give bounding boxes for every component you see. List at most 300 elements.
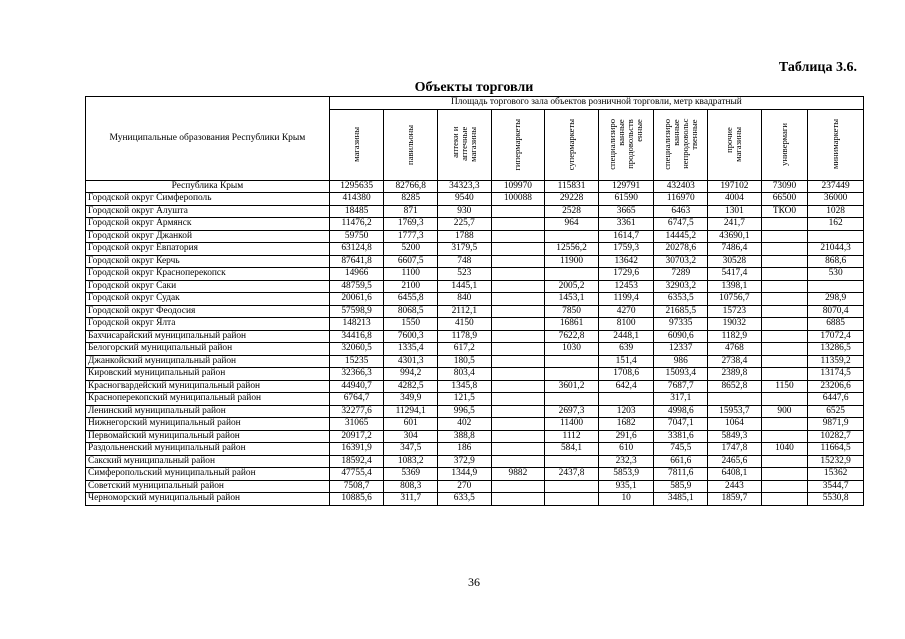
table-cell: 523 xyxy=(438,268,492,281)
table-cell xyxy=(761,455,808,468)
table-cell: 2697,3 xyxy=(545,405,599,418)
table-cell: 8068,5 xyxy=(384,305,438,318)
table-cell: 19032 xyxy=(708,318,762,331)
table-cell: 601 xyxy=(384,418,438,431)
column-header-label: минимаркеты xyxy=(830,119,841,170)
table-cell xyxy=(761,418,808,431)
table-cell xyxy=(491,480,545,493)
table-cell xyxy=(761,480,808,493)
table-cell: 237449 xyxy=(808,180,864,193)
table-cell xyxy=(491,268,545,281)
table-cell: 13286,5 xyxy=(808,343,864,356)
table-cell: 1550 xyxy=(384,318,438,331)
table-cell: 6447,6 xyxy=(808,393,864,406)
table-cell: 1064 xyxy=(708,418,762,431)
table-cell: 3601,2 xyxy=(545,380,599,393)
table-cell: 32277,6 xyxy=(329,405,384,418)
table-cell: 935,1 xyxy=(598,480,654,493)
column-header-label: универмаги xyxy=(778,123,789,166)
table-cell: 1729,6 xyxy=(598,268,654,281)
trade-objects-table xyxy=(85,96,864,506)
table-cell: 1100 xyxy=(384,268,438,281)
table-cell: 15093,4 xyxy=(654,368,708,381)
table-cell xyxy=(761,280,808,293)
table-cell xyxy=(545,480,599,493)
table-cell: 3544,7 xyxy=(808,480,864,493)
table-cell: 7486,4 xyxy=(708,243,762,256)
table-row xyxy=(86,405,864,418)
column-header xyxy=(598,109,654,180)
table-cell: 15362 xyxy=(808,468,864,481)
table-cell xyxy=(545,455,599,468)
table-row xyxy=(86,380,864,393)
table-cell: 6607,5 xyxy=(384,255,438,268)
table-cell: 14445,2 xyxy=(654,230,708,243)
table-row xyxy=(86,305,864,318)
row-name: Белогорский муниципальный район xyxy=(86,343,330,356)
row-name: Кировский муниципальный район xyxy=(86,368,330,381)
table-body xyxy=(86,180,864,505)
table-row xyxy=(86,480,864,493)
table-cell: 87641,8 xyxy=(329,255,384,268)
table-cell: 115831 xyxy=(545,180,599,193)
table-cell xyxy=(761,268,808,281)
table-cell: 7811,6 xyxy=(654,468,708,481)
table-cell: 6463 xyxy=(654,205,708,218)
table-row xyxy=(86,268,864,281)
table-row xyxy=(86,493,864,506)
table-cell: 61590 xyxy=(598,193,654,206)
table-row xyxy=(86,318,864,331)
table-cell: 225,7 xyxy=(438,218,492,231)
table-cell: 840 xyxy=(438,293,492,306)
table-cell: 11900 xyxy=(545,255,599,268)
table-cell: 23206,6 xyxy=(808,380,864,393)
table-cell: 20061,6 xyxy=(329,293,384,306)
header-municipality: Муниципальные образования Республики Крым xyxy=(86,97,330,181)
table-cell: 13642 xyxy=(598,255,654,268)
table-cell xyxy=(761,468,808,481)
table-cell: 298,9 xyxy=(808,293,864,306)
table-cell xyxy=(545,268,599,281)
row-name: Нижнегорский муниципальный район xyxy=(86,418,330,431)
header-row-group xyxy=(86,97,864,110)
table-cell: 1030 xyxy=(545,343,599,356)
table-row xyxy=(86,243,864,256)
column-header-label: супермаркеты xyxy=(566,118,577,171)
table-cell xyxy=(491,230,545,243)
table-cell: 16391,9 xyxy=(329,443,384,456)
table-cell: 21685,5 xyxy=(654,305,708,318)
table-cell: 4768 xyxy=(708,343,762,356)
table-row xyxy=(86,468,864,481)
table-cell: 347,5 xyxy=(384,443,438,456)
table-cell xyxy=(491,455,545,468)
table-cell: 1150 xyxy=(761,380,808,393)
row-name: Первомайский муниципальный район xyxy=(86,430,330,443)
table-cell: 1178,9 xyxy=(438,330,492,343)
row-name: Черноморский муниципальный район xyxy=(86,493,330,506)
table-cell xyxy=(545,393,599,406)
column-header xyxy=(808,109,864,180)
table-cell: 661,6 xyxy=(654,455,708,468)
table-cell: 100088 xyxy=(491,193,545,206)
table-cell: 116970 xyxy=(654,193,708,206)
table-cell xyxy=(761,393,808,406)
table-cell: 1788 xyxy=(438,230,492,243)
table-cell: 48759,5 xyxy=(329,280,384,293)
table-cell: 6455,8 xyxy=(384,293,438,306)
table-cell: 8070,4 xyxy=(808,305,864,318)
table-row xyxy=(86,355,864,368)
table-cell: 9882 xyxy=(491,468,545,481)
table-cell: 317,1 xyxy=(654,393,708,406)
table-cell: 1769,3 xyxy=(384,218,438,231)
row-name: Городской округ Ялта xyxy=(86,318,330,331)
table-cell xyxy=(491,255,545,268)
table-cell: 633,5 xyxy=(438,493,492,506)
table-row xyxy=(86,330,864,343)
table-cell: 2528 xyxy=(545,205,599,218)
table-row xyxy=(86,443,864,456)
table-cell xyxy=(491,305,545,318)
table-cell: 12337 xyxy=(654,343,708,356)
table-row xyxy=(86,205,864,218)
table-cell: 8652,8 xyxy=(708,380,762,393)
table-cell: 1028 xyxy=(808,205,864,218)
table-cell xyxy=(491,318,545,331)
column-header xyxy=(329,109,384,180)
row-name: Симферопольский муниципальный район xyxy=(86,468,330,481)
page-number: 36 xyxy=(468,575,480,589)
table-cell xyxy=(491,205,545,218)
table-cell: 402 xyxy=(438,418,492,431)
table-cell: 930 xyxy=(438,205,492,218)
table-cell: 4998,6 xyxy=(654,405,708,418)
table-cell: 2443 xyxy=(708,480,762,493)
row-name: Городской округ Красноперекопск xyxy=(86,268,330,281)
table-cell: 20917,2 xyxy=(329,430,384,443)
row-name: Ленинский муниципальный район xyxy=(86,405,330,418)
table-cell: 11294,1 xyxy=(384,405,438,418)
table-cell: 32903,2 xyxy=(654,280,708,293)
table-cell: 3179,5 xyxy=(438,243,492,256)
table-cell: 5853,9 xyxy=(598,468,654,481)
table-cell xyxy=(598,393,654,406)
table-cell: 6090,6 xyxy=(654,330,708,343)
column-header-label: специализиро ванные продовольств енные xyxy=(607,119,645,170)
table-cell: 6525 xyxy=(808,405,864,418)
table-cell: 3361 xyxy=(598,218,654,231)
column-header xyxy=(438,109,492,180)
table-cell: 2100 xyxy=(384,280,438,293)
row-name: Городской округ Евпатория xyxy=(86,243,330,256)
column-header xyxy=(654,109,708,180)
table-cell: 1182,9 xyxy=(708,330,762,343)
table-cell: 639 xyxy=(598,343,654,356)
table-cell: 32366,3 xyxy=(329,368,384,381)
table-cell: 11476,2 xyxy=(329,218,384,231)
table-cell: 584,1 xyxy=(545,443,599,456)
table-cell: 414380 xyxy=(329,193,384,206)
table-cell xyxy=(491,280,545,293)
total-row xyxy=(86,180,864,193)
table-cell: 162 xyxy=(808,218,864,231)
table-cell: 6408,1 xyxy=(708,468,762,481)
table-cell: 1335,4 xyxy=(384,343,438,356)
table-cell: 1759,3 xyxy=(598,243,654,256)
table-cell: 2738,4 xyxy=(708,355,762,368)
table-cell: 10885,6 xyxy=(329,493,384,506)
table-cell xyxy=(808,280,864,293)
table-cell: 8100 xyxy=(598,318,654,331)
table-cell: 73090 xyxy=(761,180,808,193)
table-cell: 29228 xyxy=(545,193,599,206)
table-row xyxy=(86,430,864,443)
table-cell: 197102 xyxy=(708,180,762,193)
table-cell: 617,2 xyxy=(438,343,492,356)
table-cell xyxy=(491,218,545,231)
table-cell: 610 xyxy=(598,443,654,456)
table-cell: 151,4 xyxy=(598,355,654,368)
table-cell: 32060,5 xyxy=(329,343,384,356)
table-cell xyxy=(491,493,545,506)
table-cell xyxy=(761,293,808,306)
table-cell: 57598,9 xyxy=(329,305,384,318)
table-cell: 82766,8 xyxy=(384,180,438,193)
row-name: Красногвардейский муниципальный район xyxy=(86,380,330,393)
table-cell: 5369 xyxy=(384,468,438,481)
table-cell: 1203 xyxy=(598,405,654,418)
table-cell: 4004 xyxy=(708,193,762,206)
row-name: Городской округ Симферополь xyxy=(86,193,330,206)
table-title: Объекты торговли xyxy=(414,80,534,95)
table-cell: 1040 xyxy=(761,443,808,456)
table-row xyxy=(86,455,864,468)
table-cell xyxy=(491,418,545,431)
table-cell: 1301 xyxy=(708,205,762,218)
table-cell xyxy=(491,430,545,443)
table-cell: ТКО0 xyxy=(761,205,808,218)
table-cell: 432403 xyxy=(654,180,708,193)
column-header-label: аптеки и аптечные магазины xyxy=(449,127,478,162)
table-cell xyxy=(491,330,545,343)
table-row xyxy=(86,255,864,268)
table-cell: 59750 xyxy=(329,230,384,243)
table-cell xyxy=(545,355,599,368)
row-name: Республика Крым xyxy=(86,180,330,193)
table-cell: 270 xyxy=(438,480,492,493)
table-cell: 44940,7 xyxy=(329,380,384,393)
table-cell: 34416,8 xyxy=(329,330,384,343)
table-cell xyxy=(761,318,808,331)
table-row xyxy=(86,280,864,293)
row-name: Городской округ Алушта xyxy=(86,205,330,218)
table-cell: 15953,7 xyxy=(708,405,762,418)
table-cell: 7508,7 xyxy=(329,480,384,493)
table-cell xyxy=(761,305,808,318)
table-cell: 4282,5 xyxy=(384,380,438,393)
table-cell: 31065 xyxy=(329,418,384,431)
table-cell: 6747,5 xyxy=(654,218,708,231)
table-cell: 311,7 xyxy=(384,493,438,506)
table-cell: 3381,6 xyxy=(654,430,708,443)
table-cell: 9540 xyxy=(438,193,492,206)
table-cell: 12556,2 xyxy=(545,243,599,256)
table-cell: 1398,1 xyxy=(708,280,762,293)
table-cell: 30703,2 xyxy=(654,255,708,268)
table-cell: 21044,3 xyxy=(808,243,864,256)
table-row xyxy=(86,343,864,356)
table-cell xyxy=(761,218,808,231)
table-cell: 43690,1 xyxy=(708,230,762,243)
row-name: Городской округ Керчь xyxy=(86,255,330,268)
column-header-label: магазины xyxy=(351,127,362,162)
table-cell: 5849,3 xyxy=(708,430,762,443)
table-cell xyxy=(761,255,808,268)
table-cell: 1859,7 xyxy=(708,493,762,506)
table-cell: 12453 xyxy=(598,280,654,293)
table-cell: 129791 xyxy=(598,180,654,193)
header-trade-area: Площадь торгового зала объектов розничной торговли, метр квадратный xyxy=(329,97,863,110)
table-cell: 304 xyxy=(384,430,438,443)
table-cell: 30528 xyxy=(708,255,762,268)
table-cell: 3665 xyxy=(598,205,654,218)
column-header xyxy=(491,109,545,180)
table-cell: 2465,6 xyxy=(708,455,762,468)
table-cell: 6764,7 xyxy=(329,393,384,406)
table-cell xyxy=(708,393,762,406)
table-cell: 7289 xyxy=(654,268,708,281)
table-cell: 994,2 xyxy=(384,368,438,381)
table-cell: 349,9 xyxy=(384,393,438,406)
table-cell xyxy=(761,493,808,506)
table-cell: 1199,4 xyxy=(598,293,654,306)
table-cell: 1295635 xyxy=(329,180,384,193)
table-row xyxy=(86,230,864,243)
table-cell xyxy=(491,293,545,306)
table-cell: 871 xyxy=(384,205,438,218)
table-cell: 1083,2 xyxy=(384,455,438,468)
table-cell xyxy=(545,368,599,381)
table-cell: 11359,2 xyxy=(808,355,864,368)
table-cell xyxy=(491,368,545,381)
table-cell: 642,4 xyxy=(598,380,654,393)
row-name: Джанкойский муниципальный район xyxy=(86,355,330,368)
table-label: Таблица 3.6. xyxy=(778,60,857,75)
table-cell: 868,6 xyxy=(808,255,864,268)
table-cell: 17072,4 xyxy=(808,330,864,343)
table-cell xyxy=(491,443,545,456)
table-cell xyxy=(491,380,545,393)
table-cell: 1708,6 xyxy=(598,368,654,381)
column-header-label: специализиро ванные непродовольс твенные xyxy=(661,119,699,170)
table-cell: 7850 xyxy=(545,305,599,318)
table-cell: 5200 xyxy=(384,243,438,256)
table-cell: 15232,9 xyxy=(808,455,864,468)
table-cell xyxy=(491,243,545,256)
table-cell xyxy=(491,355,545,368)
table-cell xyxy=(808,230,864,243)
table-cell xyxy=(761,355,808,368)
table-cell: 148213 xyxy=(329,318,384,331)
table-cell: 186 xyxy=(438,443,492,456)
table-row xyxy=(86,218,864,231)
table-cell xyxy=(545,493,599,506)
table-cell: 11400 xyxy=(545,418,599,431)
table-cell: 63124,8 xyxy=(329,243,384,256)
row-name: Городской округ Армянск xyxy=(86,218,330,231)
table-cell: 1345,8 xyxy=(438,380,492,393)
table-cell xyxy=(491,343,545,356)
column-header-label: павильоны xyxy=(405,124,416,165)
table-row xyxy=(86,368,864,381)
table-cell: 10282,7 xyxy=(808,430,864,443)
row-name: Бахчисарайский муниципальный район xyxy=(86,330,330,343)
table-cell: 10 xyxy=(598,493,654,506)
table-cell: 1453,1 xyxy=(545,293,599,306)
table-cell: 748 xyxy=(438,255,492,268)
table-cell: 986 xyxy=(654,355,708,368)
table-cell: 7687,7 xyxy=(654,380,708,393)
table-cell: 5530,8 xyxy=(808,493,864,506)
table-cell: 2437,8 xyxy=(545,468,599,481)
table-cell: 530 xyxy=(808,268,864,281)
table-cell xyxy=(545,230,599,243)
table-cell: 66500 xyxy=(761,193,808,206)
table-cell: 4150 xyxy=(438,318,492,331)
table-cell: 34323,3 xyxy=(438,180,492,193)
table-cell: 585,9 xyxy=(654,480,708,493)
table-cell: 996,5 xyxy=(438,405,492,418)
table-cell: 2112,1 xyxy=(438,305,492,318)
table-cell: 372,9 xyxy=(438,455,492,468)
column-header xyxy=(761,109,808,180)
table-cell: 1445,1 xyxy=(438,280,492,293)
table-cell: 3485,1 xyxy=(654,493,708,506)
table-cell: 14966 xyxy=(329,268,384,281)
row-name: Городской округ Саки xyxy=(86,280,330,293)
table-cell: 109970 xyxy=(491,180,545,193)
table-cell: 803,4 xyxy=(438,368,492,381)
table-row xyxy=(86,418,864,431)
table-cell: 18485 xyxy=(329,205,384,218)
table-cell xyxy=(491,393,545,406)
row-name: Красноперекопский муниципальный район xyxy=(86,393,330,406)
row-name: Городской округ Судак xyxy=(86,293,330,306)
row-name: Городской округ Феодосия xyxy=(86,305,330,318)
table-cell: 964 xyxy=(545,218,599,231)
table-cell: 20278,6 xyxy=(654,243,708,256)
table-cell: 5417,4 xyxy=(708,268,762,281)
table-cell: 7622,8 xyxy=(545,330,599,343)
table-cell: 241,7 xyxy=(708,218,762,231)
table-cell: 2448,1 xyxy=(598,330,654,343)
table-cell: 18592,4 xyxy=(329,455,384,468)
table-cell xyxy=(761,368,808,381)
table-cell: 15723 xyxy=(708,305,762,318)
table-cell: 97335 xyxy=(654,318,708,331)
table-cell: 7600,3 xyxy=(384,330,438,343)
table-cell xyxy=(761,330,808,343)
table-cell xyxy=(761,430,808,443)
table-cell xyxy=(491,405,545,418)
table-cell: 4301,3 xyxy=(384,355,438,368)
table-cell: 8285 xyxy=(384,193,438,206)
table-cell: 16861 xyxy=(545,318,599,331)
row-name: Раздольненский муниципальный район xyxy=(86,443,330,456)
table-cell: 291,6 xyxy=(598,430,654,443)
